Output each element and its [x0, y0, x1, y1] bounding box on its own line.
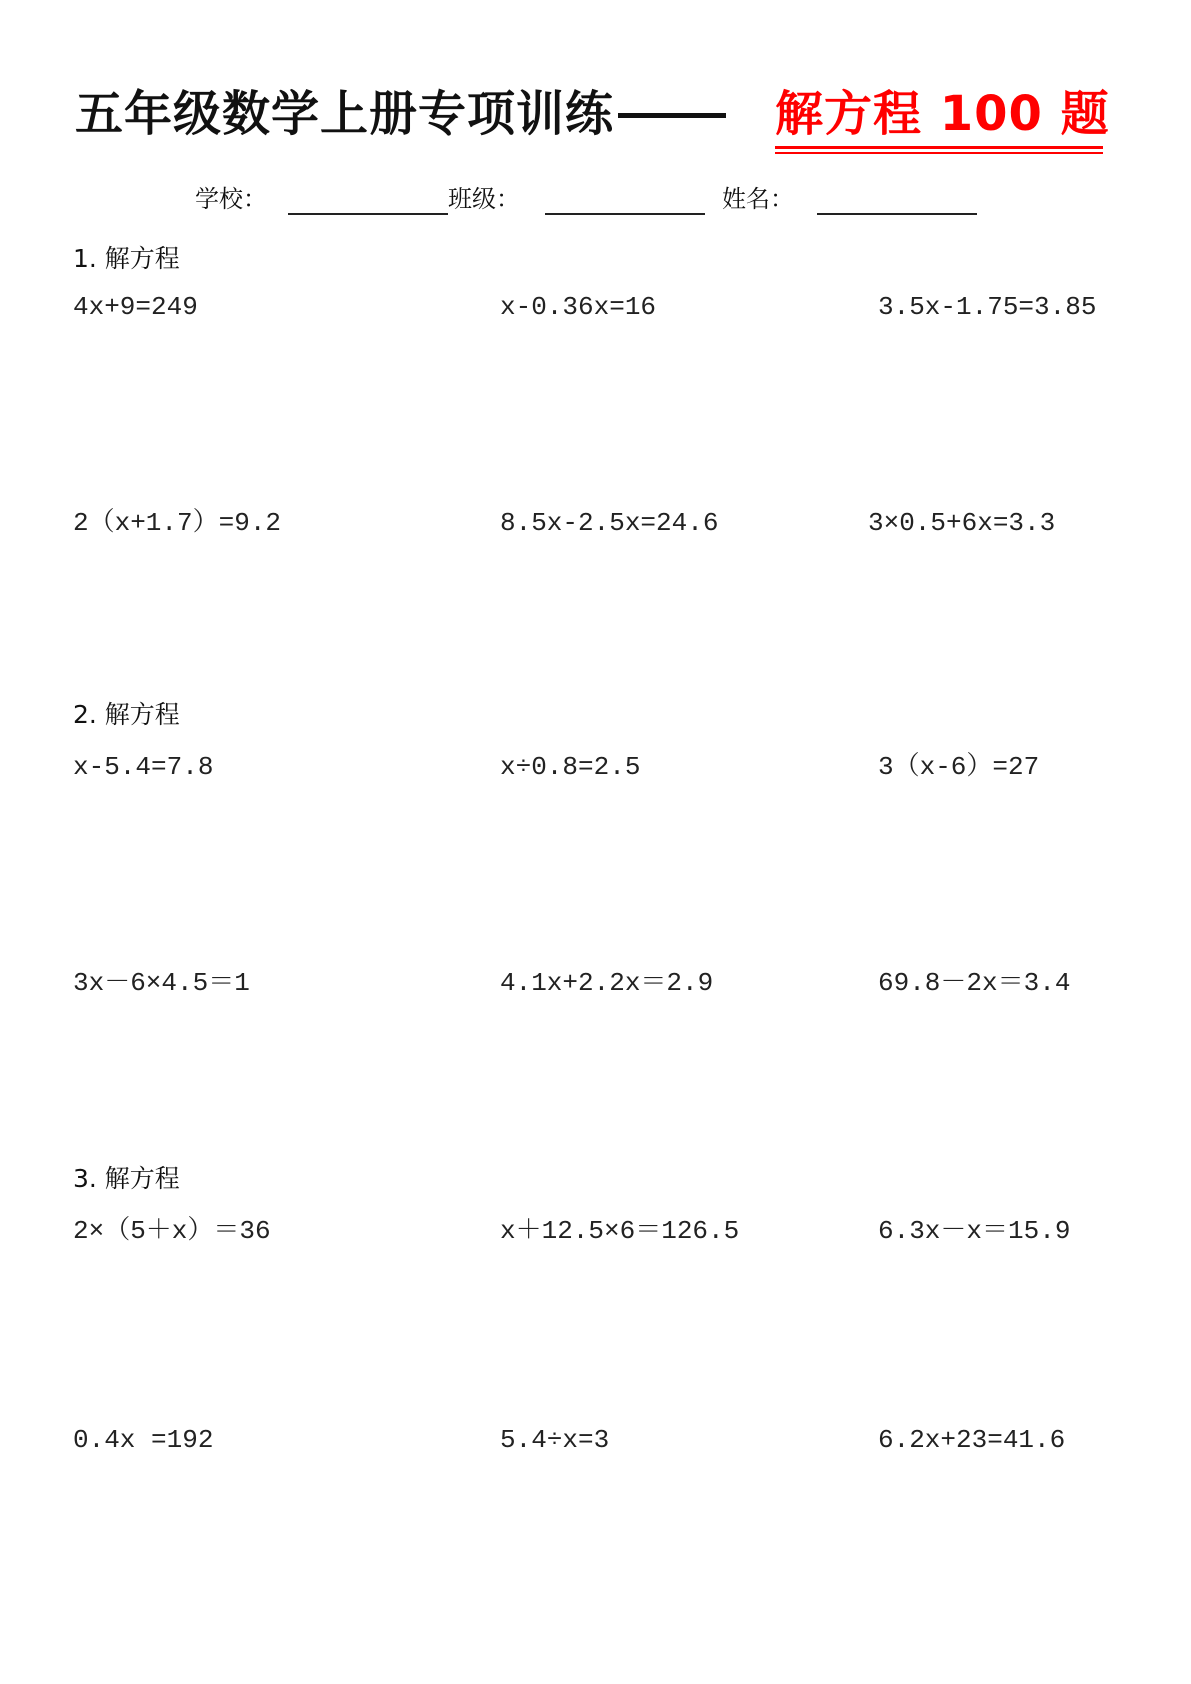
- equation: 8.5x-2.5x=24.6: [500, 508, 719, 538]
- section-2-heading: 2. 解方程: [73, 700, 180, 729]
- equation: 6.3x－x＝15.9: [878, 1216, 1071, 1246]
- equation: 2（x+1.7）=9.2: [73, 508, 282, 538]
- school-label: 学校：: [195, 185, 267, 213]
- equation: 3×0.5+6x=3.3: [868, 508, 1056, 538]
- equation: 4x+9=249: [73, 292, 198, 322]
- equation: 3.5x-1.75=3.85: [878, 292, 1097, 322]
- equation: 2×（5＋x）＝36: [73, 1216, 271, 1246]
- title-underline-thin: [775, 152, 1103, 154]
- equation: 0.4x =192: [73, 1425, 214, 1455]
- title-dash: [618, 113, 726, 118]
- equation: 6.2x+23=41.6: [878, 1425, 1066, 1455]
- equation: x＋12.5×6＝126.5: [500, 1216, 740, 1246]
- school-field[interactable]: [288, 213, 448, 215]
- section-1-heading: 1. 解方程: [73, 244, 180, 273]
- class-field[interactable]: [545, 213, 705, 215]
- name-label: 姓名：: [722, 185, 794, 213]
- name-field[interactable]: [817, 213, 977, 215]
- equation: 69.8－2x＝3.4: [878, 968, 1071, 998]
- title-underline-thick: [775, 146, 1103, 149]
- equation: 3（x-6）=27: [878, 752, 1040, 782]
- equation: x-5.4=7.8: [73, 752, 214, 782]
- class-label: 班级：: [448, 185, 520, 213]
- equation: x÷0.8=2.5: [500, 752, 641, 782]
- equation: 4.1x+2.2x＝2.9: [500, 968, 714, 998]
- section-3-heading: 3. 解方程: [73, 1164, 180, 1193]
- equation: 3x－6×4.5＝1: [73, 968, 250, 998]
- page-title-highlight: 解方程 100 题: [775, 86, 1110, 142]
- equation: 5.4÷x=3: [500, 1425, 610, 1455]
- page-title: [75, 86, 726, 142]
- page-title-main: 五年级数学上册专项训练: [75, 86, 615, 142]
- equation: x-0.36x=16: [500, 292, 657, 322]
